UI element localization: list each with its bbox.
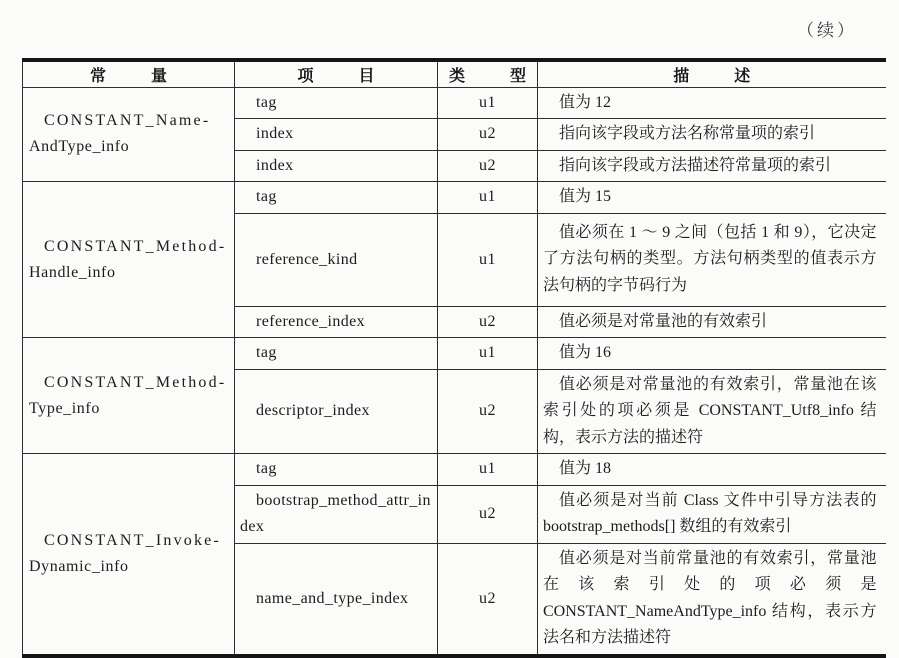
- header-constant-char-2: 量: [151, 67, 168, 85]
- item-label: index: [256, 125, 294, 143]
- constant-name-cell: [23, 87, 235, 182]
- item-label: reference_index: [256, 312, 366, 330]
- description-cell: [538, 543, 886, 656]
- item-cell: [235, 485, 438, 543]
- constant-name-cell: [23, 338, 235, 454]
- table-header-row: [23, 60, 886, 87]
- description-text: 值必须是对当前常量池的有效索引，常量池在该索引处的项必须是 CONSTANT_NameAndType_info 结构，表示方法名和方法描述符: [543, 549, 877, 646]
- description-text: 值为 18: [559, 460, 612, 477]
- description-text: 值为 12: [559, 93, 612, 111]
- description-text: 值为 15: [559, 188, 612, 205]
- description-cell: [538, 182, 886, 214]
- header-type-char-2: 型: [510, 67, 527, 85]
- table-row: [23, 338, 886, 370]
- description-cell: [538, 306, 886, 338]
- constant-name-line2: AndType_info: [29, 138, 130, 156]
- constant-name-cell: [23, 182, 235, 338]
- table-row: [23, 454, 886, 486]
- header-item: [235, 60, 438, 87]
- item-cell: [235, 119, 438, 151]
- type-cell: u2: [438, 150, 538, 182]
- description-cell: [538, 119, 886, 151]
- header-type-char-1: 类: [448, 67, 465, 85]
- item-cell: [235, 150, 438, 182]
- item-cell: [235, 338, 438, 370]
- item-label: descriptor_index: [256, 402, 370, 420]
- continued-label: （续）: [797, 21, 857, 40]
- item-label: tag: [256, 344, 277, 362]
- constant-name-line1: CONSTANT_Method-: [44, 237, 227, 255]
- header-constant-char-1: 常: [89, 67, 106, 85]
- item-cell: [235, 543, 438, 656]
- type-cell: u1: [438, 338, 538, 370]
- type-cell: u1: [438, 87, 538, 119]
- description-text: 指向该字段或方法名称常量项的索引: [559, 125, 816, 142]
- header-item-char-2: 目: [358, 67, 375, 85]
- description-cell: [538, 454, 886, 486]
- item-cell: [235, 87, 438, 119]
- constant-name-line2: Dynamic_info: [29, 557, 129, 575]
- item-label: tag: [256, 460, 277, 478]
- description-text: 值必须在 1 ～ 9 之间（包括 1 和 9），它决定了方法句柄的类型。方法句柄类型的值表示方法句柄的字节码行为: [543, 223, 877, 294]
- header-description-char-2: 述: [734, 67, 751, 85]
- type-cell: u2: [438, 369, 538, 454]
- description-text: 值为 16: [559, 344, 612, 361]
- description-text: 值必须是对当前 Class 文件中引导方法表的 bootstrap_methods[] 数组的有效索引: [543, 491, 877, 535]
- constant-name-line2: Type_info: [29, 399, 100, 417]
- constant-pool-table: [22, 58, 886, 658]
- description-cell: [538, 150, 886, 182]
- header-description-char-1: 描: [673, 67, 690, 85]
- description-cell: [538, 338, 886, 370]
- description-text: 值必须是对常量池的有效索引: [559, 312, 768, 330]
- type-cell: u1: [438, 454, 538, 486]
- description-text: 指向该字段或方法描述符常量项的索引: [559, 156, 832, 174]
- type-cell: u1: [438, 182, 538, 214]
- item-label: index: [256, 156, 294, 174]
- item-cell: [235, 213, 438, 306]
- type-cell: u1: [438, 213, 538, 306]
- constant-name-cell: [23, 454, 235, 656]
- item-label: name_and_type_index: [256, 589, 409, 607]
- header-type: [438, 60, 538, 87]
- header-description: [538, 60, 886, 87]
- constant-name-line1: CONSTANT_Method-: [44, 373, 227, 391]
- item-cell: [235, 454, 438, 486]
- item-cell: [235, 306, 438, 338]
- header-item-char-1: 项: [297, 67, 314, 85]
- table-row: [23, 182, 886, 214]
- type-cell: u2: [438, 543, 538, 656]
- type-cell: u2: [438, 485, 538, 543]
- description-cell: [538, 485, 886, 543]
- table-row: [23, 87, 886, 119]
- item-label: tag: [256, 93, 277, 111]
- description-cell: [538, 213, 886, 306]
- description-text: 值必须是对常量池的有效索引，常量池在该索引处的项必须是 CONSTANT_Utf8_info 结构，表示方法的描述符: [543, 375, 877, 446]
- item-cell: [235, 182, 438, 214]
- item-label: tag: [256, 188, 277, 206]
- description-cell: [538, 87, 886, 119]
- header-constant: [23, 60, 235, 87]
- item-label: bootstrap_method_attr_index: [240, 492, 431, 535]
- constant-name-line1: CONSTANT_Invoke-: [44, 531, 222, 549]
- constant-name-line2: Handle_info: [29, 263, 116, 281]
- type-cell: u2: [438, 119, 538, 151]
- constant-name-line1: CONSTANT_Name-: [44, 112, 211, 130]
- type-cell: u2: [438, 306, 538, 338]
- item-label: reference_kind: [256, 250, 358, 268]
- item-cell: [235, 369, 438, 454]
- description-cell: [538, 369, 886, 454]
